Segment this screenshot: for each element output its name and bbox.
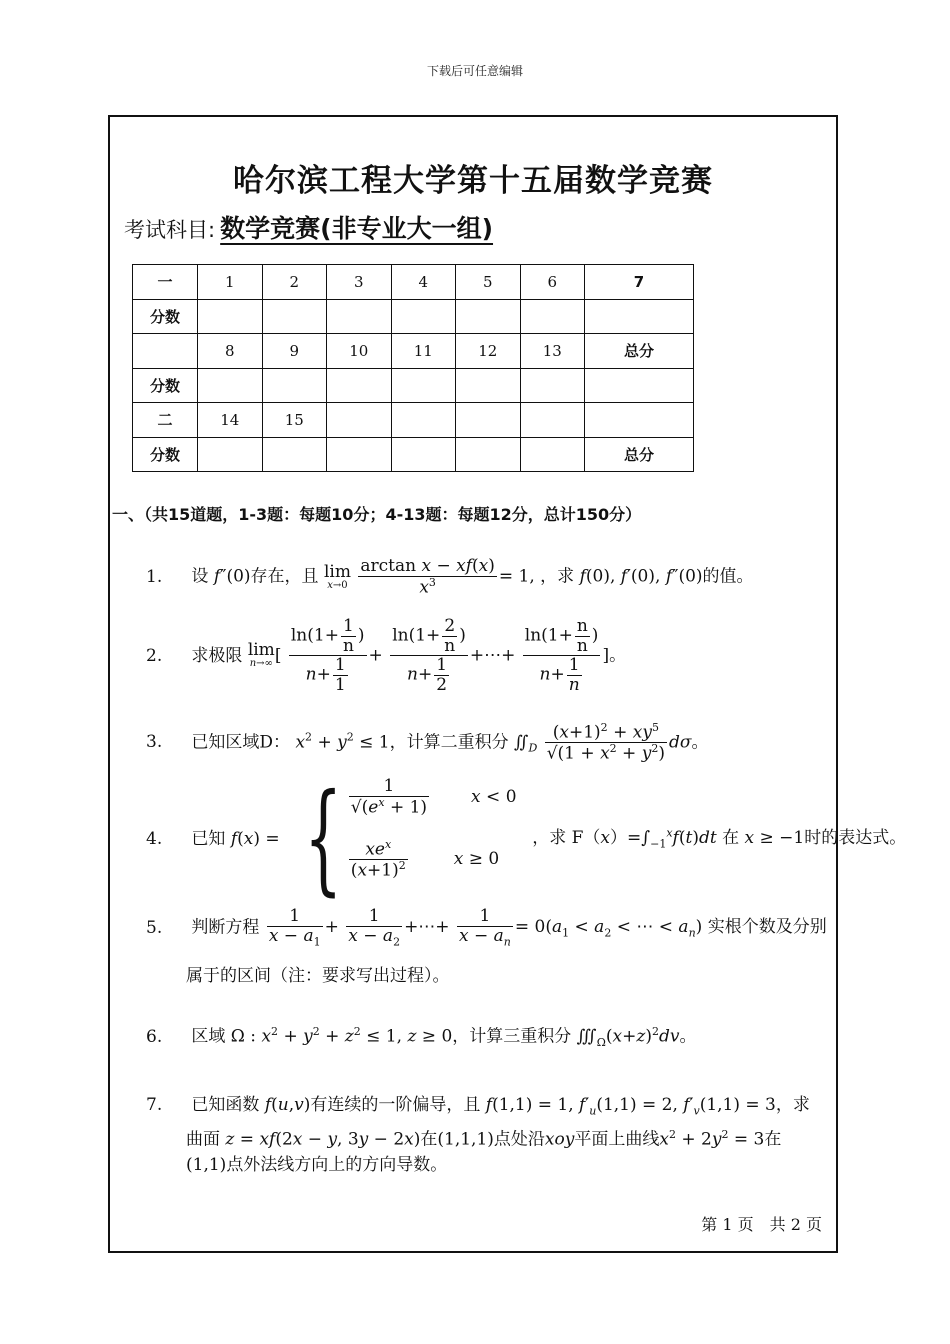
score-table-cell: 分数 xyxy=(133,368,198,403)
score-table-row xyxy=(133,437,694,472)
question-text: 已知区域D： xyxy=(191,732,291,753)
question-text: 有连续的一阶偏导，且 xyxy=(310,1095,481,1115)
question-number: 2. xyxy=(146,645,163,666)
score-table-cell: 10 xyxy=(327,334,392,369)
score-table-cell: 11 xyxy=(391,334,456,369)
question-text: ，计算二重积分 xyxy=(389,732,509,753)
score-table-row xyxy=(133,368,694,403)
question-text: 曲面 xyxy=(186,1129,220,1150)
score-table-cell: 7 xyxy=(585,265,694,300)
score-table-cell: 5 xyxy=(456,265,521,300)
question-number: 4. xyxy=(146,829,163,849)
score-table-cell xyxy=(327,403,392,438)
score-table-cell xyxy=(262,299,327,334)
score-table-cell xyxy=(391,437,456,472)
score-table-cell: 3 xyxy=(327,265,392,300)
score-table-cell xyxy=(585,299,694,334)
score-table-cell xyxy=(456,299,521,334)
question-7: 7. 已知函数 f(u,v)有连续的一阶偏导，且 f(1,1) = 1, $f'_u(1,1) = 2$, $f'_v(1,1) = 3$，求 xyxy=(146,1092,810,1124)
score-table-cell xyxy=(456,403,521,438)
question-number: 1. xyxy=(146,566,163,587)
question-text: 设 xyxy=(191,566,209,587)
score-table-cell: 二 xyxy=(133,403,198,438)
question-number: 3. xyxy=(146,732,163,753)
score-table-cell: 15 xyxy=(262,403,327,438)
score-table-cell xyxy=(198,368,263,403)
question-text: 在 xyxy=(420,1129,438,1150)
score-table xyxy=(132,264,694,472)
question-5-continued xyxy=(186,963,450,989)
question-text: 求极限 xyxy=(191,645,243,666)
score-table-cell xyxy=(391,299,456,334)
question-text: ，计算三重积分 xyxy=(452,1026,572,1047)
score-table-row xyxy=(133,334,694,369)
question-text: 。 xyxy=(679,1026,697,1047)
score-table-cell: 一 xyxy=(133,265,198,300)
exam-page-frame xyxy=(108,115,907,1253)
subject-value: 数学竞赛(非专业大一组) xyxy=(220,214,494,243)
question-text: 已知 xyxy=(191,829,226,849)
score-table-row xyxy=(133,403,694,438)
page-footer: 第 1 页 共 2 页 xyxy=(701,1215,822,1234)
top-note: 下载后可任意编辑 xyxy=(426,64,523,78)
score-table-cell xyxy=(520,368,585,403)
question-text: 属于的区间（注：要求写出过程）。 xyxy=(186,966,450,986)
question-5: 5. 判断方程 $\frac{1}{x - a_1}$ + $\frac{1}{x - a_2}$ +⋯+ $\frac{1}{x - a_n}$ = $0(a_1 < a_2$ < ⋯ < $a_n$) 实根个数及分别 xyxy=(146,906,827,949)
score-table-cell xyxy=(327,437,392,472)
score-table-cell xyxy=(327,299,392,334)
score-table-cell: 4 xyxy=(391,265,456,300)
question-text: 存在，且 xyxy=(250,566,319,587)
question-text: ，求 xyxy=(540,566,575,587)
question-text: 。 xyxy=(691,732,709,753)
question-text: 在 xyxy=(764,1129,782,1150)
score-table-cell: 12 xyxy=(456,334,521,369)
score-table-row xyxy=(133,265,694,300)
question-1: 1. 设 f″(0)存在，且 lim x→0 $\frac{\text{arctan x − xf(x)}}{x^3}$ = 1, ，求 f(0), f′(0), f″(0)的值。 xyxy=(146,556,754,598)
score-table-cell xyxy=(520,299,585,334)
score-table-cell: 14 xyxy=(198,403,263,438)
score-table-cell xyxy=(585,403,694,438)
score-table-cell xyxy=(198,437,263,472)
score-table-cell: 总分 xyxy=(585,437,694,472)
score-table-cell xyxy=(520,437,585,472)
score-table-cell: 9 xyxy=(262,334,327,369)
question-7-line-3: (1,1)点外法线方向上的方向导数。 xyxy=(186,1155,448,1175)
score-table-cell xyxy=(585,368,694,403)
section-heading: 一、（共15道题，1-3题：每题10分；4-13题：每题12分，总计150分） xyxy=(112,505,642,524)
question-4: 4. 已知 f(x) = { $\frac{1}{√(e^x + 1)}$ x < 0 $\frac{xe^x}{(x+1)^2}$ x ≥ 0 ，求 $F(x)=\int_{-1}^xf(t)dt$ 在 x ≥ −1时的表达式。 xyxy=(146,769,907,908)
score-table-cell: 分数 xyxy=(133,299,198,334)
question-text: 时的表达式。 xyxy=(804,828,907,849)
question-6: 6. 区域 Ω : $x^2 + y^2 + z^2 \le 1$, z ≥ 0，计算三重积分 $∭_\Omega(x+z)^2dv$。 xyxy=(146,1025,697,1050)
score-table-cell xyxy=(456,368,521,403)
subject-label: 考试科目: xyxy=(124,218,216,242)
question-text: 判断方程 xyxy=(191,917,260,938)
question-text: 已知函数 xyxy=(191,1095,260,1115)
page-title: 哈尔滨工程大学第十五届数学竞赛 xyxy=(233,163,713,199)
question-number: 5. xyxy=(146,917,163,938)
score-table-cell: 1 xyxy=(198,265,263,300)
question-number: 6. xyxy=(146,1026,163,1047)
question-text: 的值。 xyxy=(702,566,754,587)
score-table-cell: 2 xyxy=(262,265,327,300)
score-table-cell xyxy=(391,403,456,438)
question-7-line-2: 曲面 z = xf(2x − y, 3y − 2x)在(1,1,1)点处沿xoy平面上曲线$x^2 + 2y^2 = 3$在 xyxy=(186,1128,782,1150)
question-text: 实根个数及分别 xyxy=(707,917,827,938)
score-table-row xyxy=(133,299,694,334)
question-text: 平面上曲线 xyxy=(574,1129,660,1150)
score-table-cell xyxy=(262,368,327,403)
score-table-cell xyxy=(327,368,392,403)
score-table-cell xyxy=(133,334,198,369)
score-table-cell: 8 xyxy=(198,334,263,369)
score-table-cell xyxy=(520,403,585,438)
score-table-cell: 13 xyxy=(520,334,585,369)
question-number: 7. xyxy=(146,1095,163,1115)
score-table-cell xyxy=(391,368,456,403)
question-text: ）= xyxy=(610,828,642,849)
score-table-cell xyxy=(198,299,263,334)
question-text: 在 xyxy=(722,828,740,849)
score-table-cell xyxy=(262,437,327,472)
score-table-cell: 6 xyxy=(520,265,585,300)
question-3: 3. 已知区域D： $x^2 + y^2 \le 1$，计算二重积分 $∬_D$ $\frac{(x+1)^2 + xy^5}{√(1 + x^2 + y^2)}$ dσ。 xyxy=(146,721,709,764)
score-table-cell: 总分 xyxy=(585,334,694,369)
score-table-cell xyxy=(456,437,521,472)
question-text: ，求 xyxy=(775,1095,810,1115)
score-table-cell: 分数 xyxy=(133,437,198,472)
exam-subject xyxy=(124,209,493,245)
question-text: 。 xyxy=(609,645,627,666)
question-2: 2. 求极限 lim n→∞ [ ln(1+ $\frac{1}{n}$ ) n+ $\frac{1}{1}$ + ln(1+ $\frac{2}{n}$ ) n+ $\frac{1}{2}$ +⋯+ ln(1+ $\frac{n}{n}$ ) n+ $\frac{1}{n}$ ]。 xyxy=(146,616,627,696)
question-text: 区域 xyxy=(191,1026,226,1047)
question-text: ，求 F（ xyxy=(532,828,601,849)
question-text: 点外法线方向上的方向导数。 xyxy=(226,1155,448,1175)
question-text: 点处沿 xyxy=(493,1129,545,1150)
